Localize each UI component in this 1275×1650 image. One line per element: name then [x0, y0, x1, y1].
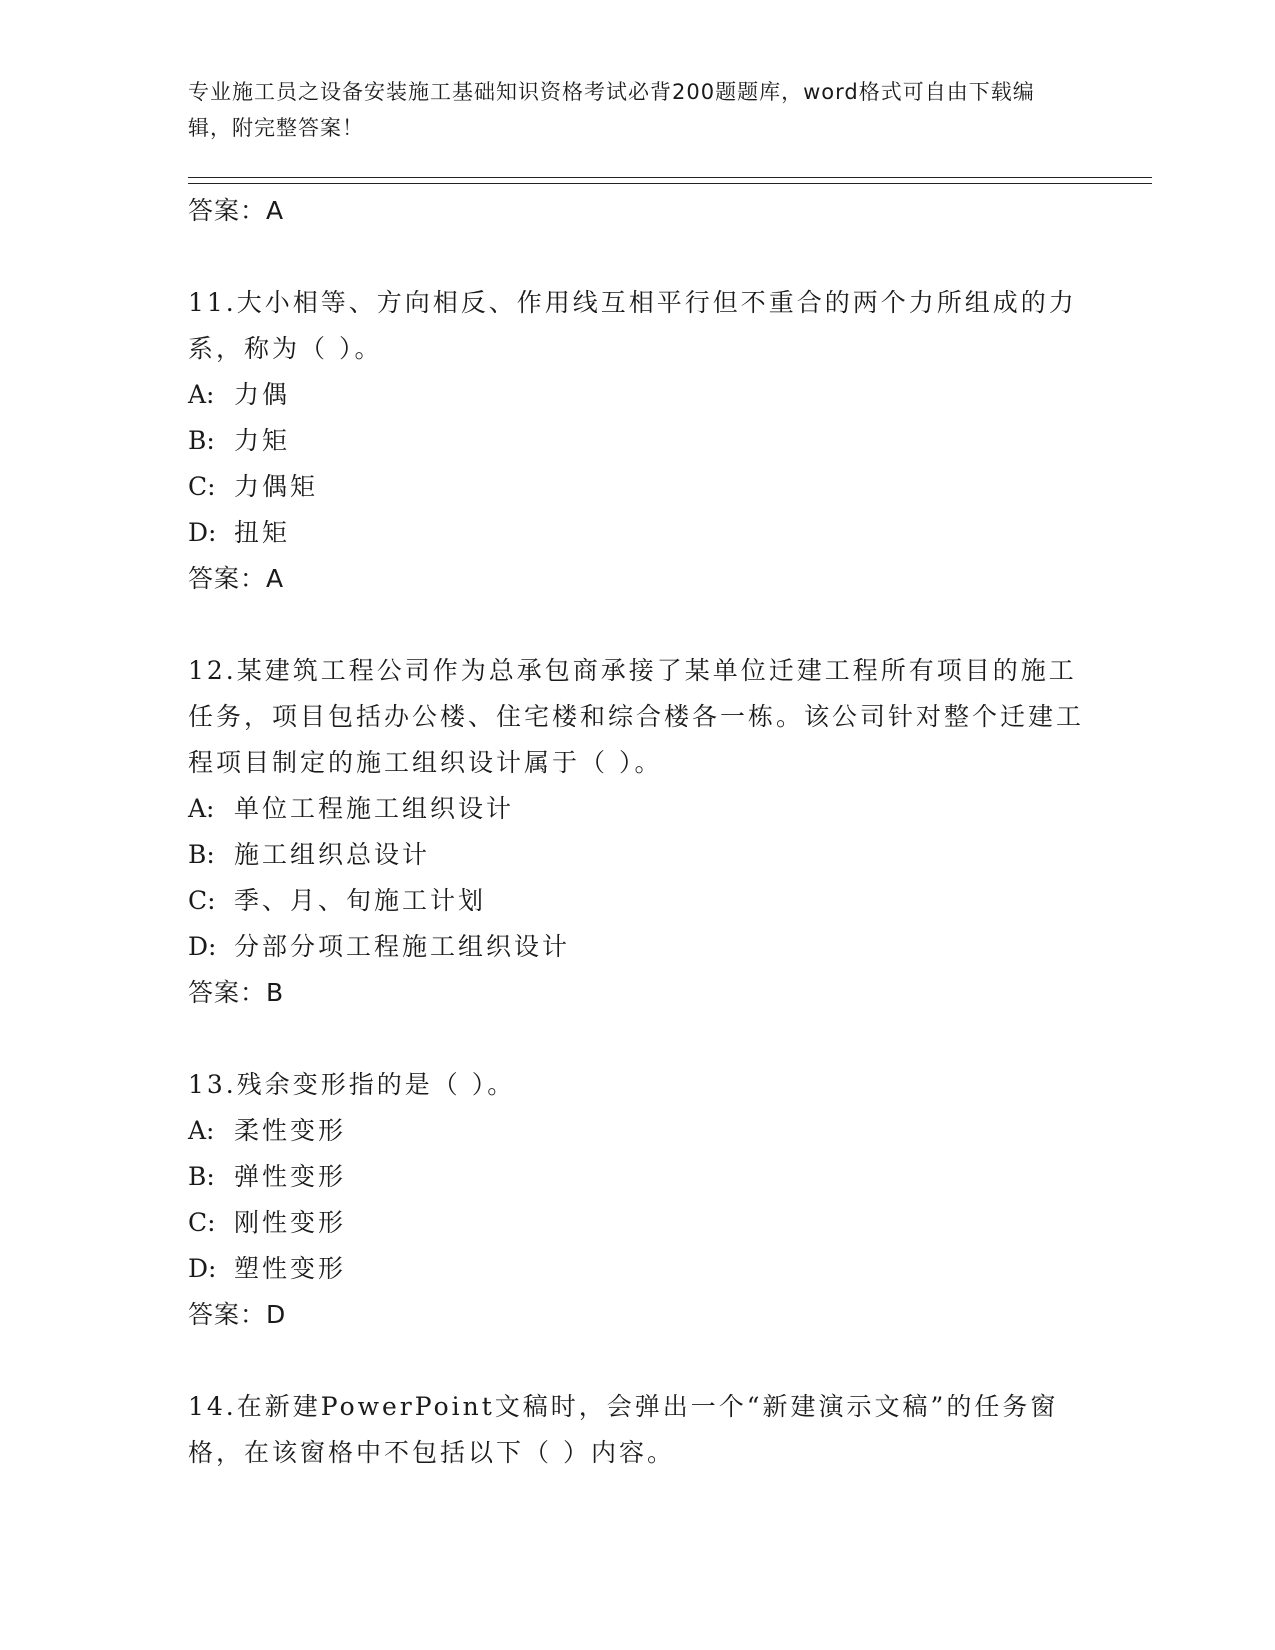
option-text: 季、月、旬施工计划 — [234, 886, 487, 915]
question-text: 11.大小相等、方向相反、作用线互相平行但不重合的两个力所组成的力系，称为（ ）。 — [188, 288, 1077, 363]
option-text: 分部分项工程施工组织设计 — [234, 932, 571, 961]
question-block — [188, 1384, 1088, 1476]
option-key: C: — [188, 472, 216, 501]
option-text: 塑性变形 — [234, 1254, 347, 1283]
option-key: A: — [188, 1116, 215, 1145]
option-a — [188, 786, 1088, 832]
option-text: 单位工程施工组织设计 — [234, 794, 515, 823]
option-a — [188, 372, 1088, 418]
option-key: B: — [188, 840, 215, 869]
question-block — [188, 1062, 1088, 1338]
option-key: D: — [188, 1254, 217, 1283]
question-text: 13.残余变形指的是（ ）。 — [188, 1070, 516, 1099]
option-d — [188, 510, 1088, 556]
option-text: 力矩 — [234, 426, 291, 455]
option-b — [188, 832, 1088, 878]
option-key: D: — [188, 932, 217, 961]
option-text: 力偶 — [234, 380, 291, 409]
question-block — [188, 280, 1088, 602]
option-c — [188, 878, 1088, 924]
document-header: 专业施工员之设备安装施工基础知识资格考试必背200题题库，word格式可自由下载编辑，附完整答案！ — [188, 80, 1035, 140]
option-key: B: — [188, 426, 215, 455]
question-text: 14.在新建PowerPoint文稿时，会弹出一个“新建演示文稿”的任务窗格，在该窗格中不包括以下（ ）内容。 — [188, 1392, 1059, 1467]
header-divider-top — [188, 177, 1152, 178]
option-d — [188, 924, 1088, 970]
option-key: A: — [188, 380, 215, 409]
answer-line: 答案：A — [188, 564, 285, 593]
option-key: A: — [188, 794, 215, 823]
option-c — [188, 464, 1088, 510]
document-body — [188, 188, 1088, 1476]
option-key: D: — [188, 518, 217, 547]
answer-line: 答案：A — [188, 196, 285, 225]
question-text: 12.某建筑工程公司作为总承包商承接了某单位迁建工程所有项目的施工任务，项目包括办公楼、住宅楼和综合楼各一栋。该公司针对整个迁建工程项目制定的施工组织设计属于（ ）。 — [188, 656, 1085, 777]
option-key: C: — [188, 1208, 216, 1237]
option-d — [188, 1246, 1088, 1292]
option-b — [188, 1154, 1088, 1200]
option-b — [188, 418, 1088, 464]
option-text: 弹性变形 — [234, 1162, 347, 1191]
option-text: 柔性变形 — [234, 1116, 347, 1145]
option-text: 刚性变形 — [234, 1208, 347, 1237]
option-text: 力偶矩 — [234, 472, 319, 501]
option-text: 施工组织总设计 — [234, 840, 431, 869]
option-key: B: — [188, 1162, 215, 1191]
answer-line: 答案：D — [188, 1300, 287, 1329]
answer-line: 答案：B — [188, 978, 285, 1007]
option-text: 扭矩 — [234, 518, 291, 547]
question-block — [188, 648, 1088, 1016]
header-divider-bottom — [188, 183, 1152, 184]
option-key: C: — [188, 886, 216, 915]
option-c — [188, 1200, 1088, 1246]
option-a — [188, 1108, 1088, 1154]
